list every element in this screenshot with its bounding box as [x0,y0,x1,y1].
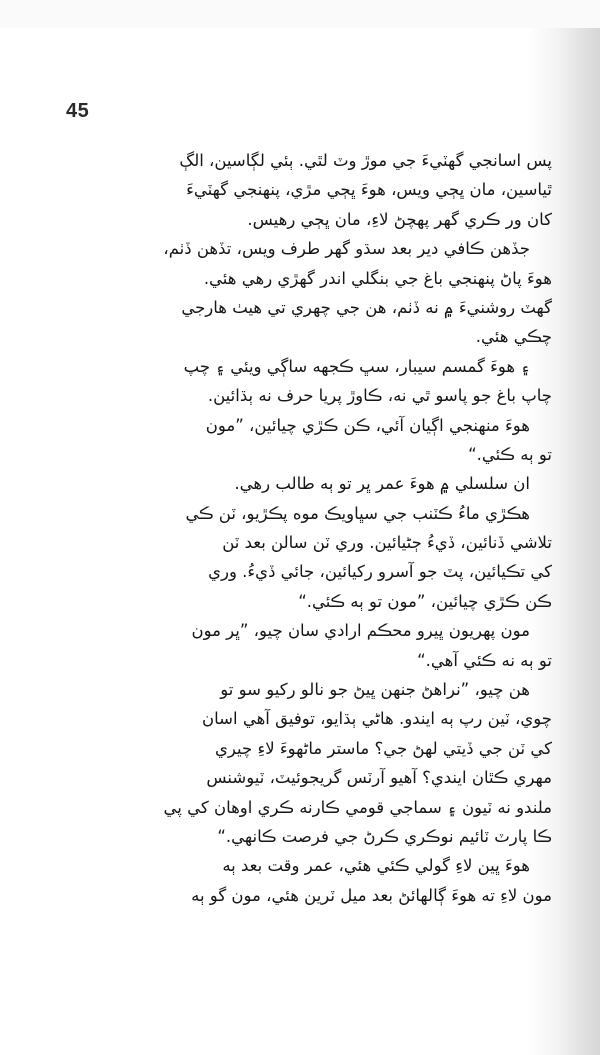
text-line: هن چيو، ”نراهڻ جنهن ڀيڻ جو نالو رکيو سو تو [220,680,530,700]
text-line: چوي، ٽين رپ ٻه ايندو. هاڻي ٻڌايو، توفيق آهي اسان [202,709,552,729]
page-number: 45 [66,100,90,122]
text-line: مون پهريون ڀيرو محڪم ارادي سان چيو، ”ڀر مون [191,621,530,641]
text-line: ٿياسين، مان ڀڄي ويس، هوءَ ڀڄي مڙي، پنهنجي گهٽيءَ [186,180,552,200]
text-line: ملندو نه ٽيون ۽ سماجي قومي ڪارنه ڪري اوهان کي پي [163,797,552,817]
text-line: کي ٽن جي ڏيتي لهڻ جي؟ ماستر ماڻهوءَ لاءِ چيري [215,738,552,758]
text-line: مهري ڪٿان ايندي؟ آهيو آرٽس گريجوئيٽ، ٽيوشنس [206,768,552,788]
text-line: گهٽ روشنيءَ ۾ نه ڏٺم، هن جي چهري تي هيٺ هارجي [181,297,552,317]
text-line: تو ٻه نه ڪئي آهي.“ [417,650,552,670]
text-line: پس اسانجي گهٽيءَ جي موڙ وٽ لٿي. ٻئي لڳاسين، الڳ [179,151,552,170]
text-line: چڪي هئي. [475,327,552,347]
text-line: تلاشي ڏنائين، ڏيءُ ڄڻيائين. وري ٽن سالن بعد ٽن [222,533,552,553]
scan-top-margin [0,0,600,28]
text-line: چاپ باغ جو پاسو ٿي نه، ڪاوڙ پريا حرف نه ٻڌائين. [207,386,552,406]
body-text [76,146,552,910]
text-line: کي تڪيائين، پٽ جو آسرو رکيائين، جائي ڏيءُ. وري [208,562,552,582]
text-line: کان ور ڪري گهر پهچڻ لاءِ، مان ڀڄي رهيس. [247,209,552,229]
text-line: تو ٻه ڪئي.“ [468,444,552,464]
text-line: هوءَ ڀين لاءِ گولي ڪئي هئي، عمر وقت بعد ٻه [222,856,530,876]
text-line: جڏهن ڪافي دير بعد سڌو گهر طرف ويس، تڏهن ڏٺم، [163,239,530,259]
text-line: ۽ هوءَ گمسم سيبار، سڀ ڪجهه ساڳي ويئي ۽ چپ [183,356,530,376]
book-page [0,28,600,1055]
text-line: هوءَ منهنجي اڳيان آئي، ڪن ڪڙي چيائين، ”مون [205,415,530,435]
text-line: ڪن ڪڙي چيائين، ”مون تو ٻه ڪئي.“ [298,591,552,611]
text-line: هوءَ پاڻ پنهنجي باغ جي بنگلي اندر گهڙي رهي هئي. [203,268,552,288]
text-line: هڪڙي ماءُ ڪٽنب جي سڀاويڪ موه پڪڙيو، ٽن ڪي [185,503,530,523]
text-line: ان سلسلي ۾ هوءَ عمر ڀر تو ٻه طالب رهي. [234,474,530,494]
text-line: مون لاءِ ته هوءَ ڳالهائڻ بعد ميل ٽرين هئي، مون گو ٻه [191,885,552,905]
text-line: ڪا پارٽ ٽائيم نوڪري ڪرڻ جي فرصت ڪانهي.“ [217,826,552,846]
